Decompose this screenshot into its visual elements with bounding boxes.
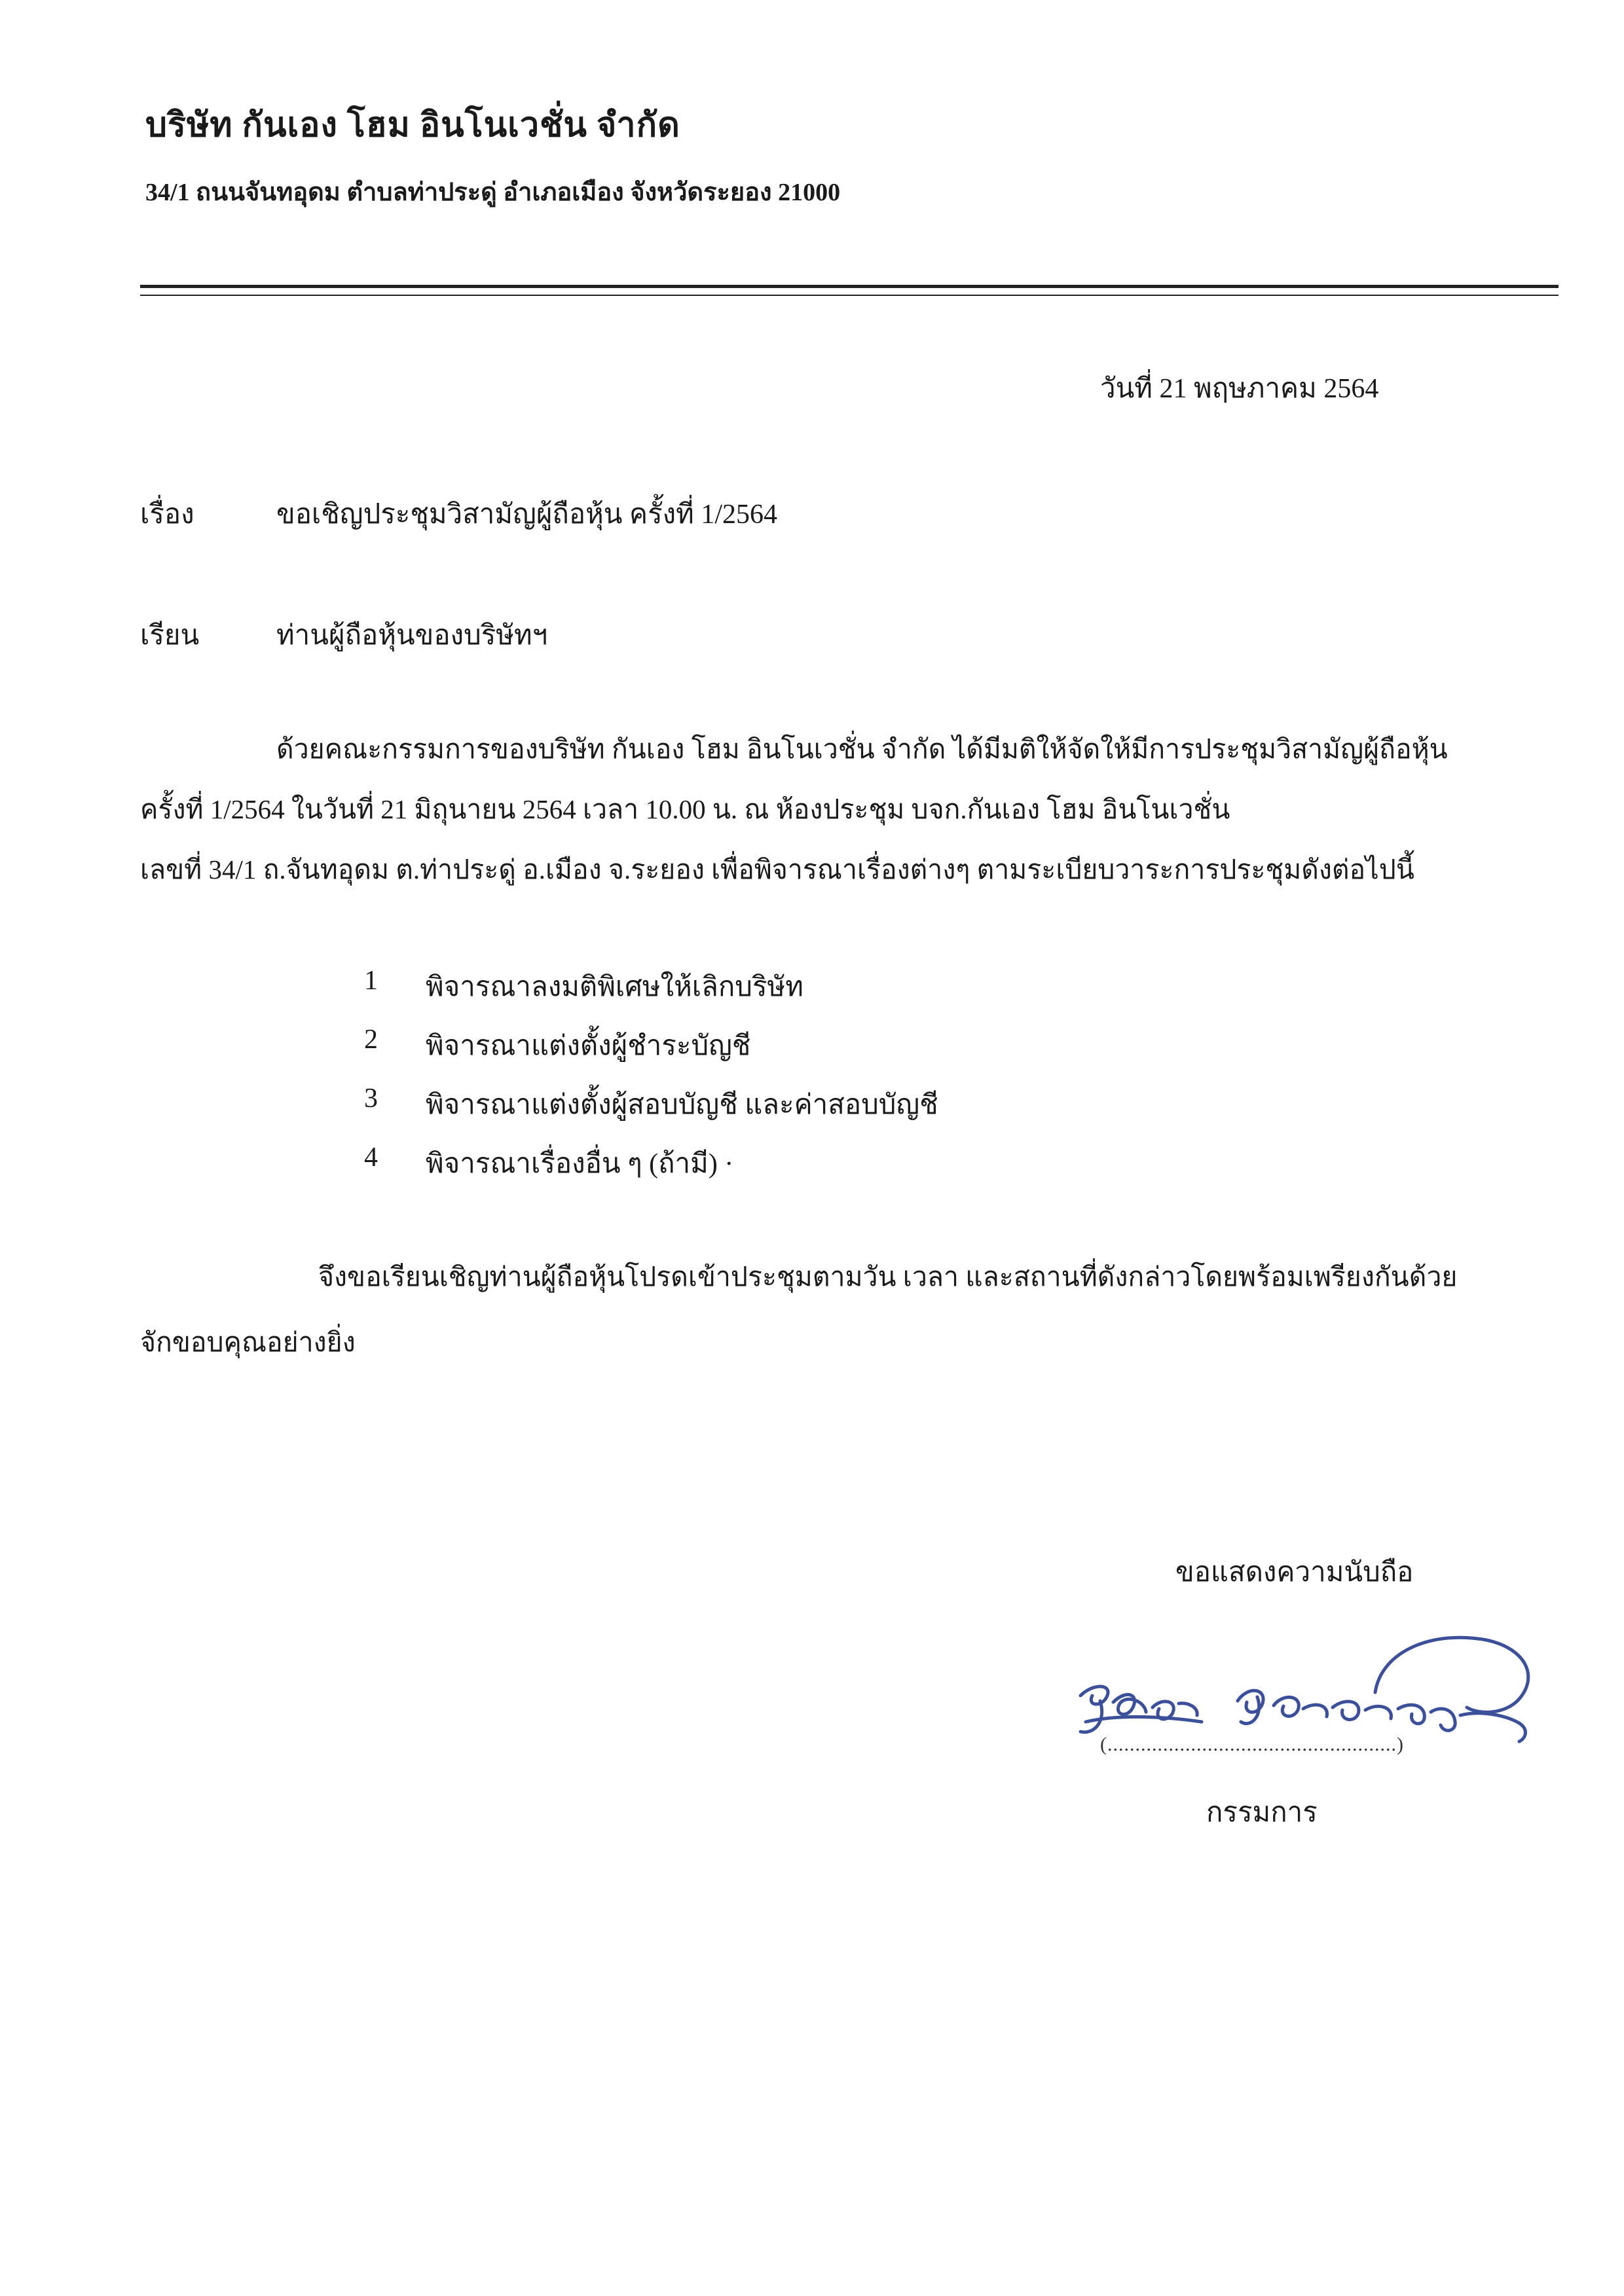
agenda-number: 2	[364, 1025, 378, 1055]
agenda-number: 1	[364, 966, 378, 996]
invitation-line-1: จึงขอเรียนเชิญท่านผู้ถือหุ้นโปรดเข้าประชุมตามวัน เวลา และสถานที่ดังกล่าวโดยพร้อมเพรียงกันด้วย	[318, 1262, 1458, 1292]
agenda-text: พิจารณาลงมติพิเศษให้เลิกบริษัท	[426, 972, 803, 1002]
invitation-line-2: จักขอบคุณอย่างยิ่ง	[140, 1327, 356, 1357]
signature-line: (....................................................)	[1100, 1734, 1404, 1755]
signer-title: กรรมการ	[1206, 1798, 1318, 1828]
agenda-item	[0, 965, 1624, 1004]
letter-date: วันที่ 21 พฤษภาคม 2564	[1100, 374, 1379, 404]
body-line-1: ด้วยคณะกรรมการของบริษัท กันเอง โฮม อินโนเวชั่น จำกัด ได้มีมติให้จัดให้มีการประชุมวิสามัญผู้ถือหุ้น	[276, 734, 1448, 764]
agenda-text: พิจารณาแต่งตั้งผู้สอบบัญชี และค่าสอบบัญชี	[426, 1090, 938, 1120]
closing-salutation: ขอแสดงความนับถือ	[1175, 1558, 1414, 1588]
header-divider-thick	[140, 285, 1559, 288]
agenda-item	[0, 1142, 1624, 1181]
agenda-number: 3	[364, 1084, 378, 1114]
subject-value: ขอเชิญประชุมวิสามัญผู้ถือหุ้น ครั้งที่ 1/2564	[276, 500, 778, 530]
company-name: บริษัท กันเอง โฮม อินโนเวชั่น จำกัด	[145, 107, 680, 144]
body-line-2: ครั้งที่ 1/2564 ในวันที่ 21 มิถุนายน 2564 เวลา 10.00 น. ณ ห้องประชุม บจก.กันเอง โฮม อินโนเวชั่น	[140, 794, 1230, 824]
subject-row	[0, 492, 1624, 532]
body-line-3: เลขที่ 34/1 ถ.จันทอุดม ต.ท่าประดู่ อ.เมือง จ.ระยอง เพื่อพิจารณาเรื่องต่างๆ ตามระเบียบวาระการประชุมดังต่อไปนี้	[140, 854, 1414, 884]
agenda-item	[0, 1083, 1624, 1122]
recipient-row	[0, 613, 1624, 653]
agenda-item	[0, 1024, 1624, 1063]
recipient-label: เรียน	[140, 621, 200, 651]
subject-label: เรื่อง	[140, 500, 194, 530]
agenda-text: พิจารณาแต่งตั้งผู้ชำระบัญชี	[426, 1031, 751, 1061]
recipient-value: ท่านผู้ถือหุ้นของบริษัทฯ	[276, 621, 548, 651]
company-address: 34/1 ถนนจันทอุดม ตำบลท่าประดู่ อำเภอเมือง จังหวัดระยอง 21000	[145, 179, 841, 206]
agenda-number: 4	[364, 1142, 378, 1173]
header-divider-thin	[140, 295, 1559, 296]
agenda-text: พิจารณาเรื่องอื่น ๆ (ถ้ามี) ·	[426, 1149, 734, 1179]
